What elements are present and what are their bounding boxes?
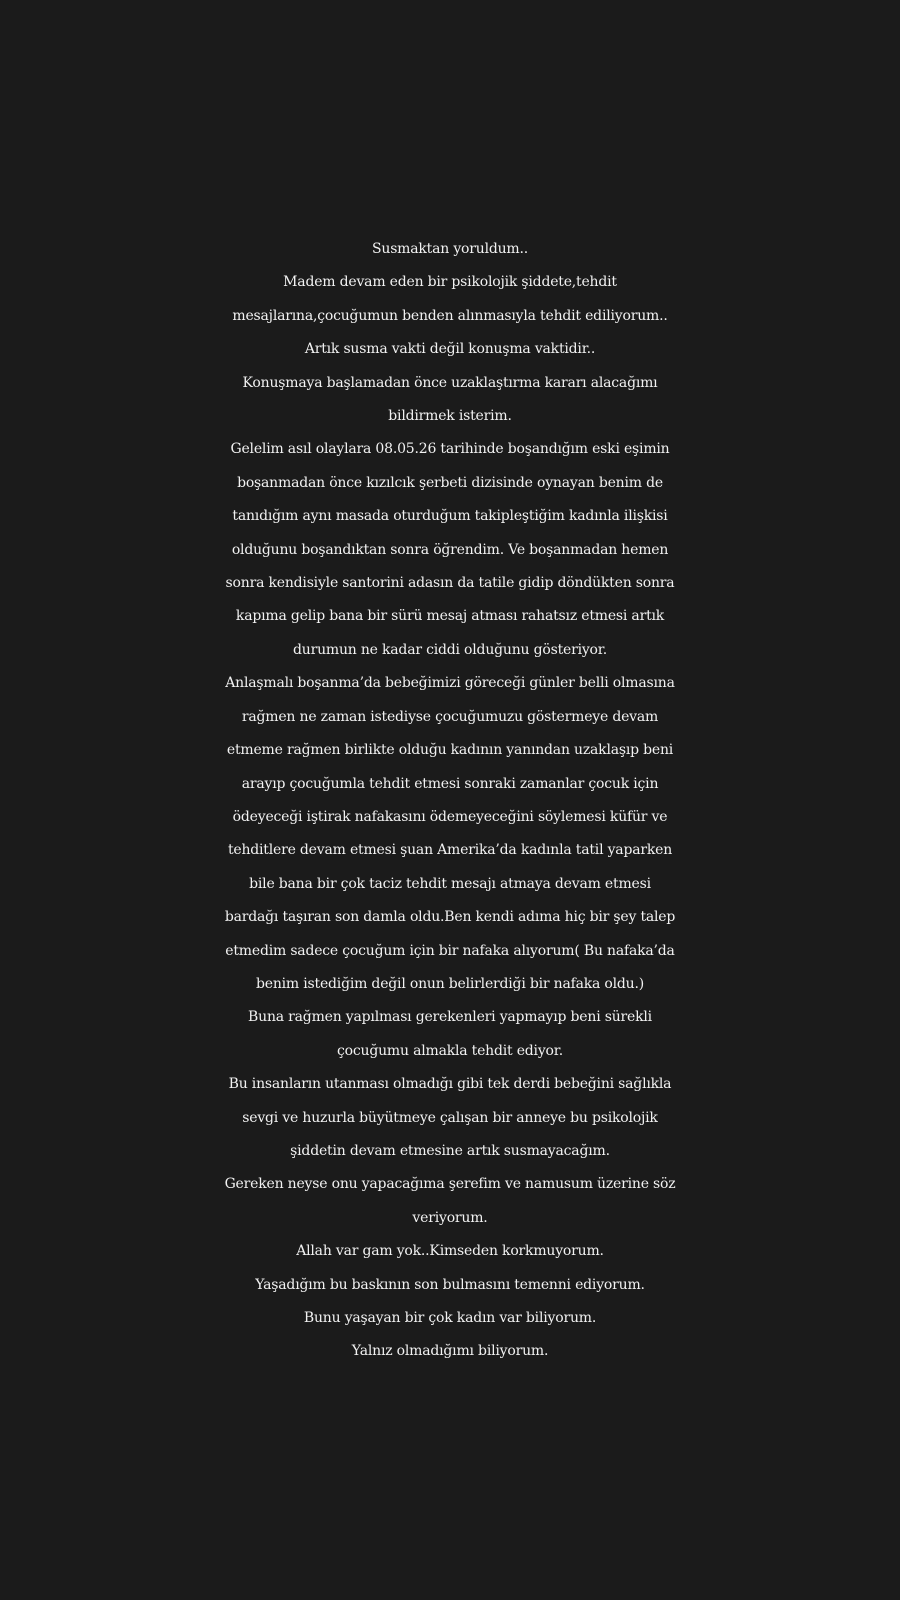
story-text-line: durumun ne kadar ciddi olduğunu gösteriyor. (293, 641, 607, 658)
story-text-line: boşanmadan önce kızılcık şerbeti dizisinde oynayan benim de (237, 474, 663, 491)
story-text-line: etmeme rağmen birlikte olduğu kadının yanından uzaklaşıp beni (226, 742, 674, 759)
story-text-line: Madem devam eden bir psikolojik şiddete,tehdit (283, 274, 617, 291)
story-text-line: Gelelim asıl olaylara 08.05.26 tarihinde boşandığım eski eşimin (230, 441, 670, 458)
story-text-line: çocuğumu almakla tehdit ediyor. (337, 1042, 563, 1059)
story-text-line: kapıma gelip bana bir sürü mesaj atması rahatsız etmesi artık (235, 608, 665, 625)
story-text-line: Allah var gam yok..Kimseden korkmuyorum. (296, 1243, 604, 1260)
story-text-line: Susmaktan yoruldum.. (371, 241, 529, 257)
story-text-block (0, 233, 900, 1369)
story-text-line: olduğunu boşandıktan sonra öğrendim. Ve boşanmadan hemen (231, 541, 669, 558)
story-text-line: ödeyeceği iştirak nafakasını ödemeyeceğini söylemesi küfür ve (232, 808, 668, 825)
story-text-line: benim istediğim değil onun belirlerdiği bir nafaka oldu.) (255, 975, 645, 992)
story-text-line: bardağı taşıran son damla oldu.Ben kendi adıma hiç bir şey talep (224, 909, 676, 926)
story-text-line: Buna rağmen yapılması gerekenleri yapmayıp beni sürekli (248, 1009, 652, 1026)
story-text-line: bile bana bir çok taciz tehdit mesajı atmaya devam etmesi (249, 875, 651, 892)
story-text-line: Gereken neyse onu yapacağıma şerefim ve namusum üzerine söz (224, 1176, 676, 1193)
story-text-line: Bu insanların utanması olmadığı gibi tek derdi bebeğini sağlıkla (228, 1076, 672, 1093)
story-text-line: veriyorum. (412, 1209, 488, 1226)
story-text-line: sonra kendisiyle santorini adasın da tatile gidip döndükten sonra (225, 575, 675, 592)
story-text-line: tehditlere devam etmesi şuan Amerika’da kadınla tatil yaparken (227, 842, 673, 859)
story-text-line: bildirmek isterim. (388, 408, 512, 425)
story-text-line: Yaşadığım bu baskının son bulmasını temenni ediyorum. (255, 1276, 645, 1293)
story-text-line: Anlaşmalı boşanma’da bebeğimizi göreceği günler belli olmasına (225, 675, 675, 692)
story-text-line: sevgi ve huzurla büyütmeye çalışan bir anneye bu psikolojik (242, 1109, 658, 1126)
story-text-line: şiddetin devam etmesine artık susmayacağım. (290, 1142, 610, 1159)
story-text-line: Artık susma vakti değil konuşma vaktidir.. (304, 341, 596, 358)
story-text-line: arayıp çocuğumla tehdit etmesi sonraki zamanlar çocuk için (241, 775, 659, 792)
story-text-line: Konuşmaya başlamadan önce uzaklaştırma kararı alacağımı (242, 374, 658, 391)
story-text-line: etmedim sadece çocuğum için bir nafaka alıyorum( Bu nafaka’da (225, 942, 675, 959)
story-text-line: Bunu yaşayan bir çok kadın var biliyorum. (303, 1310, 597, 1326)
story-text-line: mesajlarına,çocuğumun benden alınmasıyla tehdit ediliyorum.. (232, 307, 668, 324)
story-text-line: rağmen ne zaman istediyse çocuğumuzu göstermeye devam (241, 708, 659, 725)
story-text-line: Yalnız olmadığımı biliyorum. (351, 1343, 549, 1360)
story-text-line: tanıdığım aynı masada oturduğum takipleştiğim kadınla ilişkisi (232, 508, 668, 525)
